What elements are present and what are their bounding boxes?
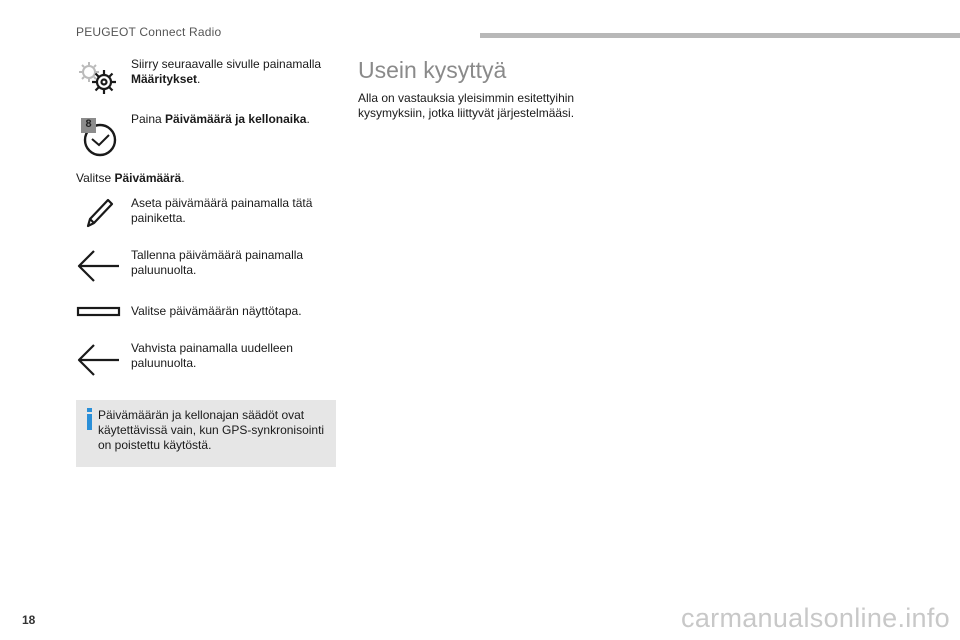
step-text-end: . <box>181 171 185 185</box>
step-text-end: . <box>306 112 310 126</box>
page-header-title: PEUGEOT Connect Radio <box>76 25 222 39</box>
faq-title: Usein kysyttyä <box>358 57 507 83</box>
step-save-date: Tallenna päivämäärä painamalla paluunuolta. <box>131 248 304 277</box>
pencil-icon <box>84 196 116 230</box>
page-number: 18 <box>22 613 36 627</box>
step-text: Valitse <box>76 171 115 185</box>
info-box <box>76 400 336 467</box>
step-confirm: Vahvista painamalla uudelleen paluunuolta. <box>131 341 293 370</box>
bar-icon <box>76 305 122 319</box>
step-date-format: Valitse päivämäärän näyttötapa. <box>131 304 302 318</box>
watermark: carmanualsonline.info <box>681 603 950 633</box>
date-time-label: Päivämäärä ja kellonaika <box>165 112 307 126</box>
step-go-to-settings <box>131 57 336 87</box>
step-text-end: . <box>197 72 201 86</box>
step-set-date: Aseta päivämäärä painamalla tätä painiketta. <box>131 196 313 225</box>
back-arrow-icon <box>76 248 122 284</box>
step-select-date <box>76 171 336 186</box>
settings-label: Määritykset <box>131 72 198 86</box>
info-text: Päivämäärän ja kellonajan säädöt ovat käytettävissä vain, kun GPS-synkronisointi on poistettu käytöstä. <box>98 408 325 452</box>
date-label: Päivämäärä <box>114 171 182 185</box>
info-icon <box>86 408 94 430</box>
step-text: Paina <box>131 112 166 126</box>
header-bar <box>480 33 960 38</box>
faq-text: Alla on vastauksia yleisimmin esitettyihin kysymyksiin, jotka liittyvät järjestelmääsi. <box>358 91 575 120</box>
badge-number: 8 <box>85 118 92 130</box>
gears-icon <box>76 58 122 98</box>
step-text: Siirry seuraavalle sivulle painamalla <box>131 57 322 71</box>
step-date-time <box>131 112 336 127</box>
back-arrow-icon <box>76 342 122 378</box>
